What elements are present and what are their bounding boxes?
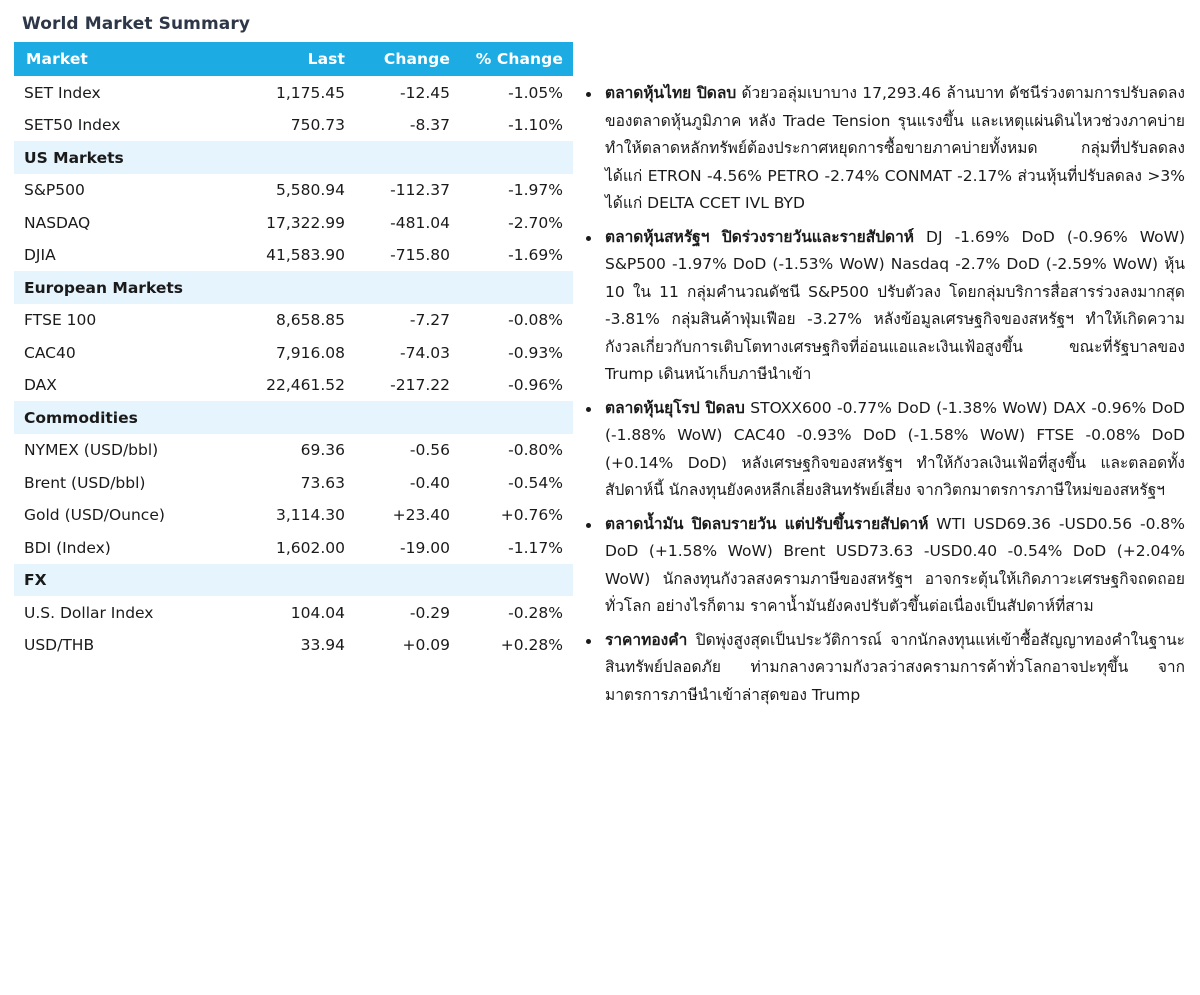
cell-market: DJIA [24,246,56,265]
cell-market: USD/THB [24,636,95,655]
cell-pct-change: -0.93% [508,343,563,362]
table-row[interactable] [14,629,573,662]
cell-change: -7.27 [409,311,450,330]
section-label: FX [14,564,573,597]
table-section-row [14,564,573,597]
cell-change: +23.40 [392,506,450,525]
table-row[interactable] [14,531,573,564]
table-row[interactable] [14,466,573,499]
column-header-last: Last [232,42,355,76]
table-section-row [14,401,573,434]
commentary-body: ด้วยวอลุ่มเบาบาง 17,293.46 ล้านบาท ดัชนีร่วงตามการปรับลดลงของตลาดหุ้นภูมิภาค หลัง Trade Tension รุนแรงขึ้น และเหตุแผ่นดินไหวช่วงภาคบ่าย ทำให้ตลาดหลักทรัพย์ต้องประกาศหยุดการซื้อขายภาคบ่ายทั้งหมด กลุ่มที่ปรับลดลง ได้แก่ ETRON -4.56% PETRO -2.74% CONMAT -2.17% ส่วนหุ้นที่ปรับลดลง >3% ได้แก่ DELTA CCET IVL BYD [605,84,1185,212]
table-row[interactable] [14,499,573,532]
cell-market: CAC40 [24,343,76,362]
cell-last: 33.94 [300,636,345,655]
cell-change: -715.80 [390,246,450,265]
table-section-row [14,141,573,174]
cell-pct-change: -1.97% [508,181,563,200]
cell-last: 22,461.52 [266,376,345,395]
commentary-body: DJ -1.69% DoD (-0.96% WoW) S&P500 -1.97% DoD (-1.53% WoW) Nasdaq -2.7% DoD (-2.59% WoW) หุ้น 10 ใน 11 กลุ่มคำนวณดัชนี S&P500 ปรับตัวลง โดยกลุ่มบริการสื่อสารร่วงลงมากสุด -3.81% กลุ่มสินค้าฟุ่มเฟือย -3.27% หลังข้อมูลเศรษฐกิจของสหรัฐฯ ทำให้เกิดความกังวลเกี่ยวกับการเติบโตทางเศรษฐกิจที่อ่อนแอและเงินเฟ้อสูงขึ้น ขณะที่รัฐบาลของ Trump เดินหน้าเก็บภาษีนำเข้า [605,227,1185,383]
section-label: US Markets [14,141,573,174]
cell-last: 7,916.08 [275,343,345,362]
commentary-body: WTI USD69.36 -USD0.56 -0.8% DoD (+1.58% WoW) Brent USD73.63 -USD0.40 -0.54% DoD (+2.04% WoW) นักลงทุนกังวลสงครามภาษีของสหรัฐฯ อาจกระตุ้นให้เกิดภาวะเศรษฐกิจถดถอยทั่วโลก อย่างไรก็ตาม ราคาน้ำมันยังคงปรับตัวขึ้นต่อเนื่องเป็นสัปดาห์ที่สาม [605,514,1185,615]
cell-change: -481.04 [390,213,450,232]
cell-market: FTSE 100 [24,311,97,330]
table-header [14,42,573,76]
commentary-item [580,224,1185,389]
table-row[interactable] [14,239,573,272]
cell-last: 750.73 [290,116,345,135]
cell-pct-change: -0.28% [508,603,563,622]
cell-last: 41,583.90 [266,246,345,265]
table-row[interactable] [14,596,573,629]
cell-market: DAX [24,376,57,395]
table-header-row [14,42,573,76]
cell-change: -74.03 [400,343,450,362]
cell-market: BDI (Index) [24,538,111,557]
commentary-item [580,80,1185,218]
cell-last: 1,175.45 [275,83,345,102]
section-label: European Markets [14,271,573,304]
commentary-body: ปิดพุ่งสูงสุดเป็นประวัติการณ์ จากนักลงทุนแห่เข้าซื้อสัญญาทองคำในฐานะสินทรัพย์ปลอดภัย ท่ามกลางความกังวลว่าสงครามการค้าทั่วโลกอาจปะทุขึ้น จากมาตรการภาษีนำเข้าล่าสุดของ Trump [605,630,1185,704]
cell-pct-change: -1.69% [508,246,563,265]
commentary-list [580,80,1185,709]
page-title: World Market Summary [22,14,251,34]
cell-pct-change: -0.54% [508,473,563,492]
cell-pct-change: -1.17% [508,538,563,557]
column-header-market: Market [14,42,232,76]
cell-change: -0.56 [409,441,450,460]
cell-change: -12.45 [400,83,450,102]
cell-market: NASDAQ [24,213,91,232]
cell-pct-change: +0.76% [500,506,563,525]
section-label: Commodities [14,401,573,434]
commentary-item [580,511,1185,621]
commentary-lead: ตลาดหุ้นยุโรป ปิดลบ [605,398,745,417]
cell-market: Gold (USD/Ounce) [24,506,165,525]
table-row[interactable] [14,304,573,337]
commentary-item [580,395,1185,505]
cell-last: 3,114.30 [275,506,345,525]
cell-pct-change: +0.28% [500,636,563,655]
commentary-lead: ราคาทองคำ [605,630,688,649]
cell-change: -0.40 [409,473,450,492]
cell-market: SET Index [24,83,101,102]
table-body [14,76,573,661]
cell-last: 69.36 [300,441,345,460]
commentary-item [580,627,1185,710]
column-header-pct-change: % Change [460,42,573,76]
table-row[interactable] [14,336,573,369]
cell-pct-change: -1.05% [508,83,563,102]
cell-last: 73.63 [300,473,345,492]
cell-market: SET50 Index [24,116,121,135]
cell-last: 8,658.85 [275,311,345,330]
table-row[interactable] [14,206,573,239]
cell-change: -0.29 [409,603,450,622]
cell-change: -19.00 [400,538,450,557]
cell-pct-change: -0.08% [508,311,563,330]
cell-pct-change: -2.70% [508,213,563,232]
cell-change: +0.09 [402,636,450,655]
table-row[interactable] [14,76,573,109]
cell-last: 1,602.00 [275,538,345,557]
cell-last: 17,322.99 [266,213,345,232]
cell-change: -217.22 [390,376,450,395]
commentary-lead: ตลาดน้ำมัน ปิดลบรายวัน แต่ปรับขึ้นรายสัปดาห์ [605,514,929,533]
cell-market: Brent (USD/bbl) [24,473,146,492]
commentary-lead: ตลาดหุ้นไทย ปิดลบ [605,84,737,102]
cell-change: -112.37 [390,181,450,200]
table-row[interactable] [14,434,573,467]
table-row[interactable] [14,174,573,207]
cell-pct-change: -1.10% [508,116,563,135]
cell-last: 5,580.94 [275,181,345,200]
cell-last: 104.04 [290,603,345,622]
cell-market: NYMEX (USD/bbl) [24,441,159,460]
table-row[interactable] [14,109,573,142]
market-summary-table [14,42,573,661]
commentary-panel [580,80,1185,715]
table-row[interactable] [14,369,573,402]
column-header-change: Change [355,42,460,76]
cell-market: U.S. Dollar Index [24,603,154,622]
cell-market: S&P500 [24,181,85,200]
cell-change: -8.37 [409,116,450,135]
market-table-panel [14,0,573,661]
commentary-body: STOXX600 -0.77% DoD (-1.38% WoW) DAX -0.96% DoD (-1.88% WoW) CAC40 -0.93% DoD (-1.58% WoW) FTSE -0.08% DoD (+0.14% DoD) หลังเศรษฐกิจของสหรัฐฯ ทำให้กังวลเงินเฟ้อที่สูงขึ้น และตลอดทั้งสัปดาห์นี้ นักลงทุนยังคงหลีกเลี่ยงสินทรัพย์เสี่ยง จากวิตกมาตรการภาษีใหม่ของสหรัฐฯ [605,398,1185,499]
table-section-row [14,271,573,304]
cell-pct-change: -0.96% [508,376,563,395]
cell-pct-change: -0.80% [508,441,563,460]
commentary-lead: ตลาดหุ้นสหรัฐฯ ปิดร่วงรายวันและรายสัปดาห์ [605,227,915,246]
